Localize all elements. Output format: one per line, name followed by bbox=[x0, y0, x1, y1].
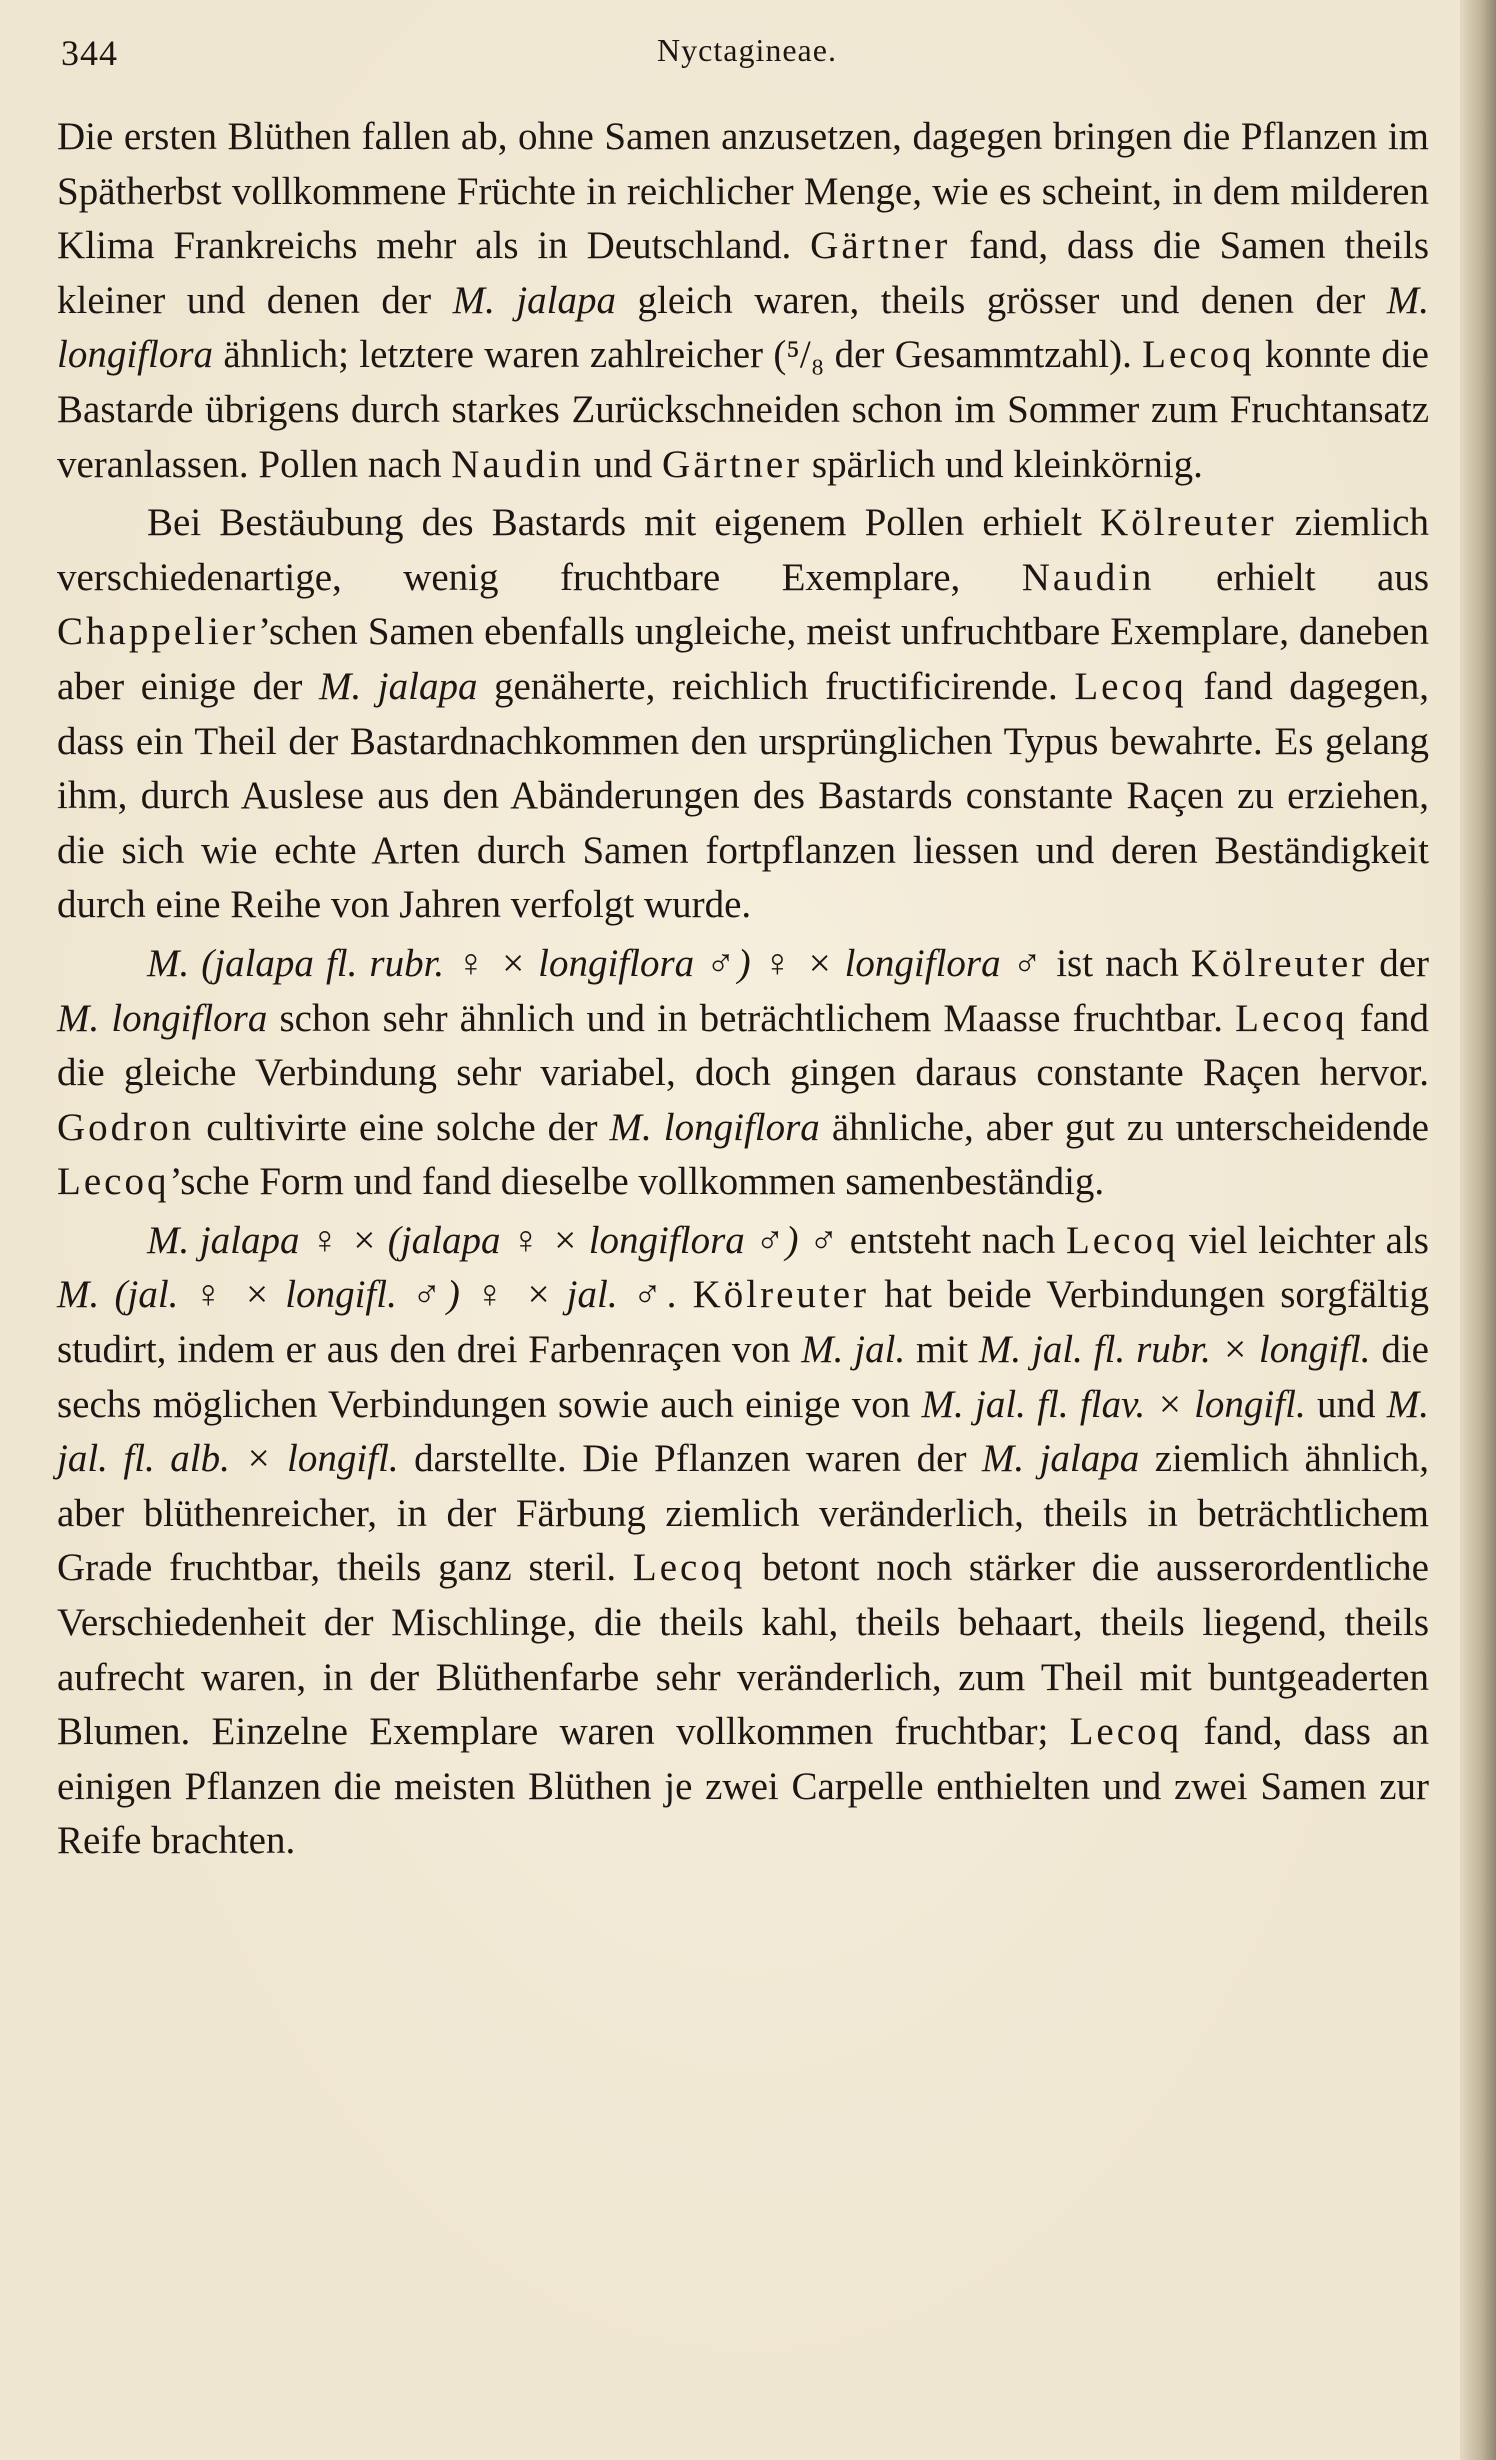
text-run: ’schen Samen ebenfalls ungleiche, meist unfruchtbare Exemplare, daneben aber einige der bbox=[57, 610, 1429, 708]
italic-taxon-text: M. jalapa bbox=[452, 278, 617, 322]
italic-taxon-text: M. longiflora bbox=[57, 996, 268, 1040]
text-run: spärlich und kleinkörnig. bbox=[802, 442, 1203, 486]
author-name: Gärtner bbox=[662, 442, 803, 486]
italic-taxon-text: M. (jalapa fl. rubr. ♀ × longiflora ♂) ♀ × longiflora ♂ bbox=[147, 941, 1045, 985]
paragraph-jalapa-rubr-longiflora bbox=[57, 937, 1429, 1210]
italic-taxon-text: M. jalapa bbox=[981, 1437, 1140, 1481]
author-name: Chappelier bbox=[57, 610, 259, 654]
italic-taxon-text: M. jalapa ♀ × (jalapa ♀ × longiflora ♂) ♂ bbox=[147, 1218, 840, 1262]
text-run: hat beide Verbindungen sorgfältig studirt, indem er aus den drei Farbenraçen von bbox=[57, 1273, 1430, 1372]
author-name: Lecoq bbox=[1142, 333, 1255, 377]
text-run: ähnlich; letztere waren zahlreicher (⁵/₈ der Gesammtzahl). bbox=[213, 333, 1143, 377]
page-gutter-shadow bbox=[1460, 0, 1496, 2460]
text-run: fand dagegen, dass ein Theil der Bastardnachkommen den ursprünglichen Typus bewahrte. Es gelang ihm, durch Auslese aus den Abänderungen des Bastards constante Raçen zu erziehen, die sich wie echte Arten durch Samen fortpflanzen liessen und deren Beständigkeit durch eine Reihe von Jahren verfolgt wurde. bbox=[57, 664, 1429, 927]
author-name: Lecoq bbox=[1069, 1710, 1183, 1754]
text-run: darstellte. Die Pflanzen waren der bbox=[398, 1437, 982, 1481]
text-run: der bbox=[1367, 941, 1429, 985]
text-run: Bei Bestäubung des Bastards mit eigenem Pollen erhielt bbox=[147, 501, 1101, 545]
italic-taxon-text: M. jal. bbox=[801, 1328, 906, 1372]
paragraph-jalapa-jalapa-longiflora bbox=[57, 1214, 1429, 1869]
page-header bbox=[57, 0, 1437, 110]
author-name: Lecoq bbox=[632, 1546, 746, 1590]
text-run: ’sche Form und fand dieselbe vollkommen samenbeständig. bbox=[169, 1160, 1105, 1204]
text-run: entsteht nach bbox=[839, 1218, 1066, 1262]
author-name: Kölreuter bbox=[1100, 501, 1277, 545]
text-run bbox=[677, 1273, 692, 1316]
text-run: und bbox=[1305, 1382, 1387, 1426]
italic-taxon-text: M. jalapa bbox=[318, 664, 478, 708]
text-run: betont noch stärker die ausserordentliche Verschiedenheit der Mischlinge, die theils kahl, theils behaart, theils liegend, theils aufrecht waren, in der Blüthenfarbe sehr veränderlich, zum Theil mit buntgeaderten Blumen. Einzelne Exemplare waren vollkommen fruchtbar; bbox=[57, 1546, 1429, 1754]
text-run: die sechs möglichen Verbindungen sowie auch einige von bbox=[57, 1328, 1429, 1426]
running-title: Nyctagineae. bbox=[657, 32, 837, 68]
author-name: Lecoq bbox=[1074, 664, 1187, 708]
text-run: schon sehr ähnlich und in beträchtlichem Maasse fruchtbar. bbox=[267, 996, 1236, 1040]
author-name: Lecoq bbox=[57, 1160, 170, 1204]
italic-taxon-text: M. jal. fl. rubr. × longifl. bbox=[978, 1328, 1371, 1372]
text-run: ähnliche, aber gut zu unterscheidende bbox=[819, 1105, 1429, 1149]
italic-taxon-text: M. longiflora bbox=[57, 278, 1429, 377]
text-run: erhielt aus bbox=[1154, 555, 1430, 599]
author-name: Gärtner bbox=[810, 224, 951, 268]
text-run: und bbox=[584, 442, 663, 486]
text-run: cultivirte eine solche der bbox=[194, 1105, 610, 1149]
author-name: Lecoq bbox=[1235, 996, 1348, 1040]
author-name: Kölreuter bbox=[692, 1273, 870, 1317]
text-run: viel leichter als bbox=[1178, 1218, 1429, 1262]
italic-taxon-text: M. jal. fl. alb. × longifl. bbox=[57, 1382, 1429, 1481]
text-run: ziemlich verschiedenartige, wenig fruchtbare Exemplare, bbox=[57, 501, 1429, 599]
author-name: Lecoq bbox=[1065, 1218, 1179, 1262]
text-run: Die ersten Blüthen fallen ab, ohne Samen anzusetzen, dagegen bringen die Pflanzen im Spätherbst vollkommene Früchte in reichlicher Menge, wie es scheint, in dem milderen Klima Frankreichs mehr als in Deutschland. bbox=[57, 115, 1429, 268]
text-run: genäherte, reichlich fructificirende. bbox=[477, 664, 1075, 708]
text-run: mit bbox=[905, 1328, 979, 1372]
page-body bbox=[57, 110, 1429, 1869]
text-run: fand, dass die Samen theils kleiner und denen der bbox=[57, 224, 1429, 322]
paragraph-continued bbox=[57, 110, 1429, 492]
paragraph-bestaeubung bbox=[57, 496, 1429, 933]
text-run: gleich waren, theils grösser und denen der bbox=[616, 278, 1387, 322]
text-run: konnte die Bastarde übrigens durch starkes Zurückschneiden schon im Sommer zum Fruchtansatz veranlassen. Pollen nach bbox=[57, 333, 1429, 486]
text-run: fand die gleiche Verbindung sehr variabel, doch gingen daraus constante Raçen hervor. bbox=[57, 996, 1429, 1095]
text-run: ziemlich ähnlich, aber blüthenreicher, in der Färbung ziemlich veränderlich, theils in beträchtlichem Grade fruchtbar, theils ganz steril. bbox=[57, 1437, 1429, 1590]
author-name: Kölreuter bbox=[1190, 941, 1368, 985]
italic-taxon-text: M. longiflora bbox=[609, 1105, 820, 1149]
author-name: Naudin bbox=[1021, 555, 1155, 599]
italic-taxon-text: M. jal. fl. flav. × longifl. bbox=[921, 1382, 1306, 1426]
author-name: Godron bbox=[57, 1105, 195, 1149]
text-run: fand, dass an einigen Pflanzen die meisten Blüthen je zwei Carpelle enthielten und zwei Samen zur Reife brachten. bbox=[57, 1710, 1429, 1863]
page-number: 344 bbox=[61, 33, 118, 73]
italic-taxon-text: M. (jal. ♀ × longifl. ♂) ♀ × jal. ♂. bbox=[57, 1273, 678, 1317]
text-run: ist nach bbox=[1044, 941, 1191, 985]
author-name: Naudin bbox=[451, 442, 585, 486]
